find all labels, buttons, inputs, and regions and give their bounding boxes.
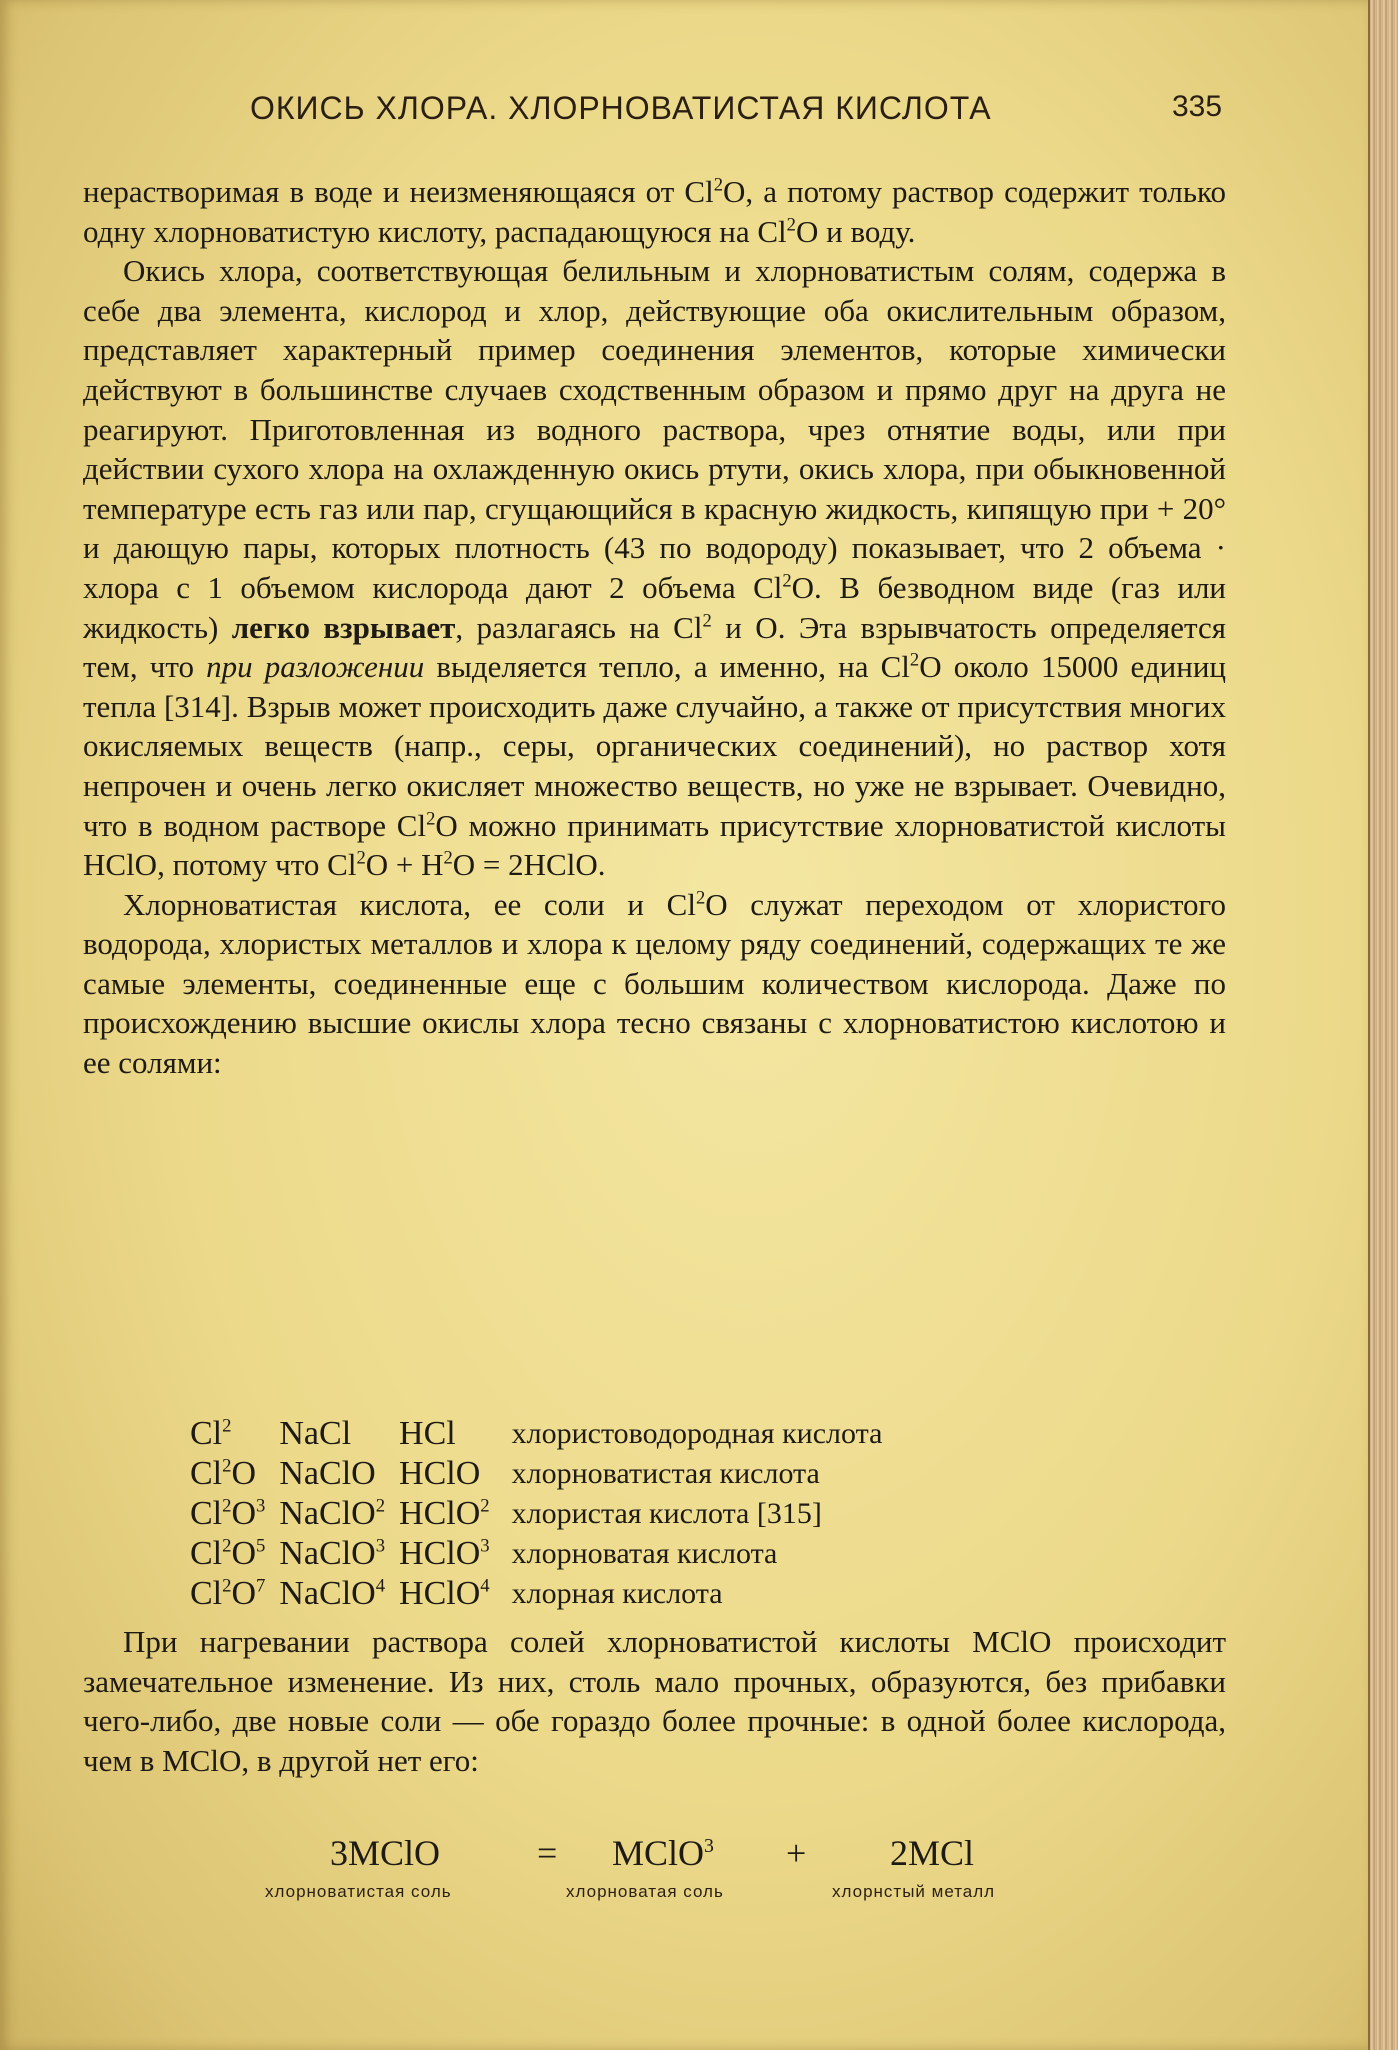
- main-text-continued: [83, 1622, 1226, 1780]
- page-number: 335: [1172, 90, 1223, 123]
- acid-cell: HClO$^4$: [399, 1575, 490, 1612]
- paragraph-1: нерастворимая в воде и неизменяющаяся от Cl$^2$O, а потому раствор содержит только одну хлорноватистую кислоту, распадающуюся на Cl$^2$O и воду.: [83, 174, 1227, 249]
- table-row: [190, 1494, 896, 1534]
- caption-middle: хлорноватая соль: [566, 1882, 724, 1901]
- table-row: [190, 1534, 896, 1574]
- table-row: [190, 1454, 896, 1494]
- main-text: [83, 172, 1226, 1083]
- page-header: [0, 90, 1368, 140]
- oxide-cell: $Cl^2O^7$: [190, 1575, 266, 1612]
- oxide-cell: Cl$^2$: [190, 1415, 232, 1452]
- paragraph-2: Окись хлора, соответствующая белильным и хлорноватистым солям, содержа в себе два элемента, кислород и хлор, действующие оба окислительным образом, представляет характерный пример соединения элементов, которые химически действуют в большинстве случаев сходственным образом и прямо друг на друга не реагируют. Приготовленная из водного раствора, чрез отнятие воды, или при действии сухого хлора на охлажденную окись ртути, окись хлора, при обыкновенной температуре есть газ или пар, сгущающийся в красную жидкость, кипящую при + 20° и дающую пары, которых плотность (43 по водороду) показывает, что 2 объема · хлора с 1 объемом кислорода дают 2 объема Cl$^2$O. В безводном виде (газ или жидкость) легко взрывает, разлагаясь на Cl$^2$ и O. Эта взрывчатость определяется тем, что при разложении выделяется тепло, а именно, на Cl$^2$O около 15000 единиц тепла [314]. Взрыв может происходить даже случайно, а также от присутствия многих окисляемых веществ (напр., серы, органических соединений), но раствор хотя непрочен и очень легко окисляет множество веществ, но уже не взрывает. Очевидно, что в водном растворе Cl$^2$O можно принимать присутствие хлорноватистой кислоты HClO, потому что $Cl^2O + H^2O$ = 2HClO.: [83, 253, 1227, 883]
- bold-phrase: легко взрывает: [231, 609, 456, 645]
- paragraph-3: Хлорноватистая кислота, ее соли и Cl$^2$O служат переходом от хлористого водорода, хлористых металлов и хлора к целому ряду соединений, содержащих те же самые элементы, соединенные еще с большим количеством кислорода. Даже по происхождению высшие окислы хлора тесно связаны с хлорноватистою кислотою и ее солями:: [83, 886, 1226, 1081]
- acid-cell: HClO: [399, 1455, 481, 1492]
- acid-name-cell: хлорноватистая кислота: [511, 1457, 820, 1490]
- caption-left: хлорноватистая соль: [265, 1882, 452, 1901]
- running-title: ОКИСЬ ХЛОРА. ХЛОРНОВАТИСТАЯ КИСЛОТА: [250, 90, 992, 126]
- oxide-cell: Cl$^2$O: [190, 1455, 257, 1492]
- salt-cell: NaClO$^2$: [279, 1495, 386, 1532]
- acid-name-cell: хлористая кислота [315]: [511, 1497, 822, 1530]
- chlorine-compounds-table: [190, 1414, 896, 1614]
- equation-left: 3MClO: [330, 1833, 441, 1873]
- acid-cell: HClO$^2$: [399, 1495, 490, 1532]
- salt-cell: NaClO$^4$: [279, 1575, 386, 1612]
- oxide-cell: $Cl^2O^5$: [190, 1535, 266, 1572]
- caption-right: хлорнстый металл: [832, 1882, 996, 1901]
- acid-name-cell: хлорноватая кислота: [511, 1537, 778, 1570]
- equation-middle: MClO$^3$: [612, 1833, 714, 1873]
- page-edge: [1368, 0, 1398, 2050]
- equation-equals: =: [537, 1833, 558, 1873]
- acid-cell: HCl: [399, 1415, 456, 1452]
- table-row: [190, 1414, 896, 1454]
- italic-phrase: при разложении: [206, 649, 425, 685]
- reaction-equation: [0, 1832, 1368, 1878]
- equation-right: 2MCl: [890, 1833, 975, 1873]
- table-row: [190, 1574, 896, 1614]
- acid-name-cell: хлористоводородная кислота: [511, 1417, 883, 1450]
- oxide-cell: $Cl^2O^3$: [190, 1495, 266, 1532]
- acid-name-cell: хлорная кислота: [511, 1577, 723, 1610]
- salt-cell: NaClO$^3$: [279, 1535, 386, 1572]
- acid-cell: HClO$^3$: [399, 1535, 490, 1572]
- salt-cell: NaClO: [279, 1455, 376, 1492]
- equation-plus: +: [786, 1833, 807, 1873]
- paragraph-4: При нагревании раствора солей хлорноватистой кислоты MClO происходит замечательное изменение. Из них, столь мало прочных, образуются, без прибавки чего-либо, две новые соли — обе гораздо более прочные: в одной более кислорода, чем в MClO, в другой нет его:: [83, 1624, 1226, 1778]
- salt-cell: NaCl: [279, 1415, 352, 1452]
